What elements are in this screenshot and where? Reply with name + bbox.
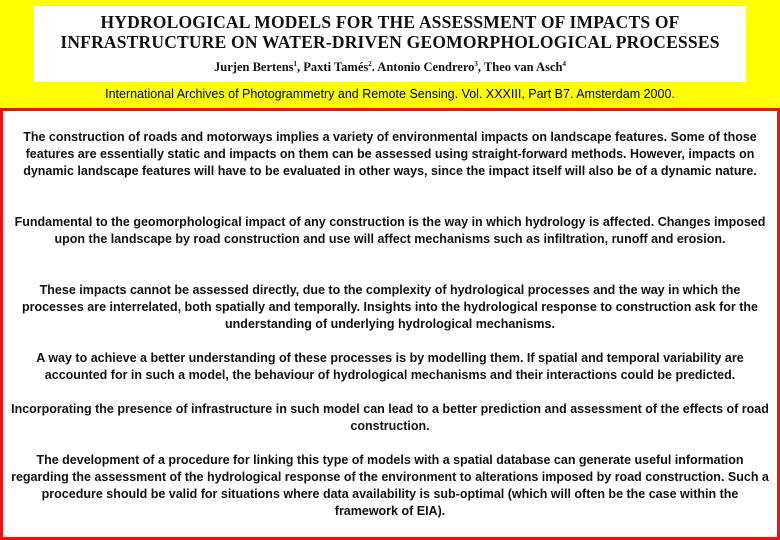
author-name: Theo van Asch [483,60,563,75]
paragraph-infrastructure: Incorporating the presence of infrastructure in such model can lead to a better prediction and assessment of the effects of road construction. [11,402,769,433]
paragraph-modelling: A way to achieve a better understanding of these processes is by modelling them. If spatial and temporal variability are accounted for in such a model, the behaviour of hydrological mechanisms and their interactions could be predicted. [36,351,744,382]
author-affiliation: 3 [474,60,478,68]
author-affiliation: 1 [293,60,298,68]
publication-caption: International Archives of Photogrammetry and Remote Sensing. Vol. XXXIII, Part B7. Amsterdam 2000. [105,87,675,101]
title-line-1: HYDROLOGICAL MODELS FOR THE ASSESSMENT OF IMPACTS OF [100,12,680,32]
author-name: Paxti Tamés [303,60,369,75]
author-affiliation: 2 [368,60,372,68]
title-line-2: INFRASTRUCTURE ON WATER-DRIVEN GEOMORPHOLOGICAL PROCESSES [60,32,720,52]
title-box [34,6,746,82]
paragraph-hydrology: Fundamental to the geomorphological impact of any construction is the way in which hydrology is affected. Changes imposed upon the landscape by road construction and use will affect mechanisms such as infiltration, runoff and erosion. [14,215,766,246]
paragraph-intro: The construction of roads and motorways implies a variety of environmental impacts on landscape features. Some of those features are essentially static and impacts on them can be assessed using straight-forward methods. However, impacts on dynamic landscape features will have to be evaluated in other ways, since the impact itself will also be of a dynamic nature. [23,130,757,178]
author-name: Antonio Cendrero [377,60,475,75]
paragraph-procedure: The development of a procedure for linking this type of models with a spatial database can generate useful information regarding the assessment of the hydrological response of the environment to alterations imposed by road construction. Such a procedure should be valid for situations where data availability is sub-optimal (which will often be the case within the framework of EIA). [11,453,769,518]
abstract-box [0,108,780,540]
author-affiliation: 4 [562,60,566,68]
header-banner [0,0,780,108]
paragraph-complexity: These impacts cannot be assessed directly, due to the complexity of hydrological processes and the way in which the processes are interrelated, both spatially and temporally. Insights into the hydrological response to construction ask for the understanding of underlying hydrological mechanisms. [21,283,759,331]
authors-line: Jurjen Bertens$^1$, Paxti Tamés$^2$. Antonio Cendrero$^3$, Theo van Asch$^4$ [214,60,566,75]
author-name: Jurjen Bertens [214,60,294,75]
